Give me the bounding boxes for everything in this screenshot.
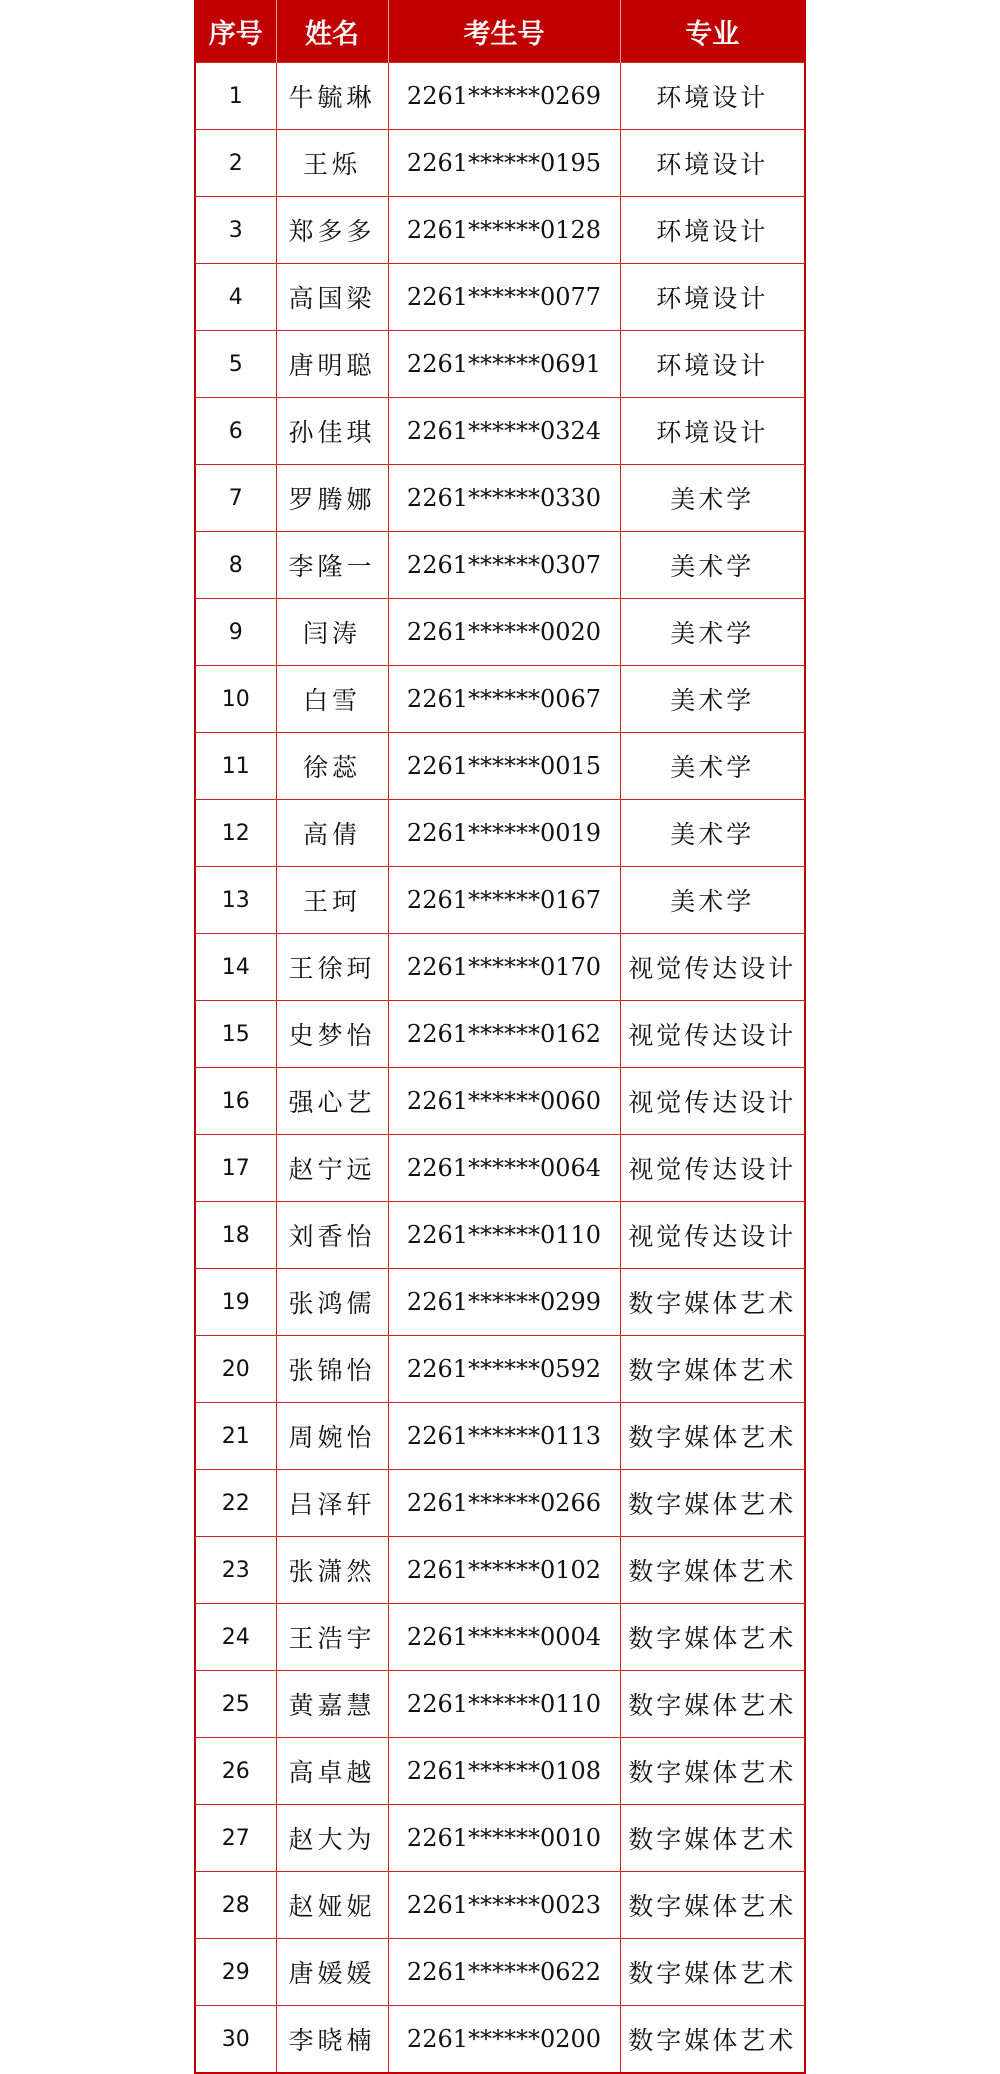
cell-index: 2 [196,130,276,197]
cell-index: 12 [196,800,276,867]
cell-index: 15 [196,1001,276,1068]
table-row [196,867,804,934]
cell-major: 数字媒体艺术 [620,1537,804,1604]
header-exam-number: 考生号 [388,0,620,63]
cell-name: 李隆一 [276,532,388,599]
cell-name: 高倩 [276,800,388,867]
cell-exam-number: 2261******0307 [388,532,620,599]
table-row [196,264,804,331]
cell-major: 美术学 [620,867,804,934]
cell-name: 闫涛 [276,599,388,666]
cell-exam-number: 2261******0110 [388,1671,620,1738]
table-row [196,2006,804,2073]
cell-major: 数字媒体艺术 [620,1671,804,1738]
cell-name: 罗腾娜 [276,465,388,532]
table-row [196,1537,804,1604]
table-row [196,398,804,465]
cell-major: 美术学 [620,599,804,666]
cell-name: 王徐珂 [276,934,388,1001]
cell-exam-number: 2261******0592 [388,1336,620,1403]
cell-exam-number: 2261******0004 [388,1604,620,1671]
cell-exam-number: 2261******0266 [388,1470,620,1537]
cell-name: 刘香怡 [276,1202,388,1269]
table-row [196,1805,804,1872]
cell-major: 数字媒体艺术 [620,1939,804,2006]
cell-major: 数字媒体艺术 [620,1269,804,1336]
cell-exam-number: 2261******0691 [388,331,620,398]
cell-major: 美术学 [620,733,804,800]
cell-index: 11 [196,733,276,800]
cell-name: 张鸿儒 [276,1269,388,1336]
cell-name: 张潇然 [276,1537,388,1604]
cell-name: 徐蕊 [276,733,388,800]
cell-exam-number: 2261******0330 [388,465,620,532]
header-index: 序号 [196,0,276,63]
cell-major: 数字媒体艺术 [620,1470,804,1537]
cell-index: 24 [196,1604,276,1671]
cell-name: 郑多多 [276,197,388,264]
cell-exam-number: 2261******0170 [388,934,620,1001]
cell-exam-number: 2261******0023 [388,1872,620,1939]
cell-index: 26 [196,1738,276,1805]
cell-exam-number: 2261******0015 [388,733,620,800]
table-row [196,599,804,666]
cell-index: 16 [196,1068,276,1135]
cell-exam-number: 2261******0019 [388,800,620,867]
cell-index: 21 [196,1403,276,1470]
table-header [196,0,804,63]
cell-name: 赵大为 [276,1805,388,1872]
cell-name: 强心艺 [276,1068,388,1135]
cell-name: 王浩宇 [276,1604,388,1671]
cell-name: 王烁 [276,130,388,197]
table-row [196,733,804,800]
cell-major: 美术学 [620,532,804,599]
cell-index: 30 [196,2006,276,2073]
cell-exam-number: 2261******0110 [388,1202,620,1269]
table-row [196,800,804,867]
cell-major: 数字媒体艺术 [620,1738,804,1805]
table-row [196,1336,804,1403]
cell-exam-number: 2261******0622 [388,1939,620,2006]
cell-index: 25 [196,1671,276,1738]
admission-list-table [196,0,804,2072]
cell-major: 视觉传达设计 [620,1068,804,1135]
header-row [196,0,804,63]
table-row [196,1604,804,1671]
cell-index: 29 [196,1939,276,2006]
cell-index: 4 [196,264,276,331]
cell-exam-number: 2261******0067 [388,666,620,733]
cell-major: 美术学 [620,465,804,532]
cell-exam-number: 2261******0102 [388,1537,620,1604]
cell-index: 10 [196,666,276,733]
cell-exam-number: 2261******0195 [388,130,620,197]
cell-major: 视觉传达设计 [620,934,804,1001]
cell-index: 3 [196,197,276,264]
table-row [196,63,804,130]
cell-name: 唐媛媛 [276,1939,388,2006]
cell-index: 8 [196,532,276,599]
cell-major: 环境设计 [620,63,804,130]
table-row [196,1738,804,1805]
cell-major: 数字媒体艺术 [620,1805,804,1872]
cell-exam-number: 2261******0077 [388,264,620,331]
cell-name: 高国梁 [276,264,388,331]
cell-name: 王珂 [276,867,388,934]
cell-name: 赵宁远 [276,1135,388,1202]
header-major: 专业 [620,0,804,63]
cell-major: 数字媒体艺术 [620,1403,804,1470]
cell-index: 6 [196,398,276,465]
table-body [196,63,804,2073]
table-row [196,1068,804,1135]
cell-index: 5 [196,331,276,398]
table-row [196,1001,804,1068]
table-row [196,1135,804,1202]
cell-major: 数字媒体艺术 [620,1336,804,1403]
cell-exam-number: 2261******0167 [388,867,620,934]
header-name: 姓名 [276,0,388,63]
cell-exam-number: 2261******0108 [388,1738,620,1805]
cell-index: 9 [196,599,276,666]
cell-major: 视觉传达设计 [620,1135,804,1202]
cell-name: 赵娅妮 [276,1872,388,1939]
table-row [196,666,804,733]
table-row [196,1269,804,1336]
cell-name: 白雪 [276,666,388,733]
cell-index: 22 [196,1470,276,1537]
cell-index: 28 [196,1872,276,1939]
table-row [196,934,804,1001]
cell-major: 环境设计 [620,197,804,264]
table-row [196,1939,804,2006]
table-row [196,130,804,197]
cell-exam-number: 2261******0162 [388,1001,620,1068]
table-row [196,532,804,599]
table-row [196,331,804,398]
cell-index: 1 [196,63,276,130]
cell-index: 19 [196,1269,276,1336]
cell-exam-number: 2261******0010 [388,1805,620,1872]
cell-major: 数字媒体艺术 [620,1604,804,1671]
cell-index: 20 [196,1336,276,1403]
cell-major: 数字媒体艺术 [620,1872,804,1939]
cell-index: 23 [196,1537,276,1604]
cell-name: 牛毓琳 [276,63,388,130]
cell-name: 吕泽轩 [276,1470,388,1537]
admission-list-table-wrapper [194,0,806,2074]
cell-name: 黄嘉慧 [276,1671,388,1738]
cell-major: 数字媒体艺术 [620,2006,804,2073]
cell-major: 环境设计 [620,398,804,465]
cell-major: 环境设计 [620,130,804,197]
cell-exam-number: 2261******0064 [388,1135,620,1202]
cell-name: 李晓楠 [276,2006,388,2073]
cell-major: 环境设计 [620,264,804,331]
table-row [196,465,804,532]
cell-name: 高卓越 [276,1738,388,1805]
cell-index: 7 [196,465,276,532]
cell-major: 美术学 [620,800,804,867]
cell-index: 27 [196,1805,276,1872]
cell-major: 视觉传达设计 [620,1202,804,1269]
cell-name: 周婉怡 [276,1403,388,1470]
table-row [196,1202,804,1269]
cell-index: 17 [196,1135,276,1202]
cell-exam-number: 2261******0128 [388,197,620,264]
cell-name: 孙佳琪 [276,398,388,465]
table-row [196,197,804,264]
cell-index: 13 [196,867,276,934]
table-row [196,1872,804,1939]
cell-exam-number: 2261******0200 [388,2006,620,2073]
table-row [196,1671,804,1738]
cell-exam-number: 2261******0269 [388,63,620,130]
cell-name: 史梦怡 [276,1001,388,1068]
cell-major: 美术学 [620,666,804,733]
table-row [196,1470,804,1537]
cell-major: 环境设计 [620,331,804,398]
cell-index: 18 [196,1202,276,1269]
cell-major: 视觉传达设计 [620,1001,804,1068]
cell-name: 张锦怡 [276,1336,388,1403]
cell-exam-number: 2261******0113 [388,1403,620,1470]
cell-exam-number: 2261******0020 [388,599,620,666]
cell-exam-number: 2261******0299 [388,1269,620,1336]
table-row [196,1403,804,1470]
cell-exam-number: 2261******0324 [388,398,620,465]
cell-name: 唐明聪 [276,331,388,398]
cell-exam-number: 2261******0060 [388,1068,620,1135]
cell-index: 14 [196,934,276,1001]
